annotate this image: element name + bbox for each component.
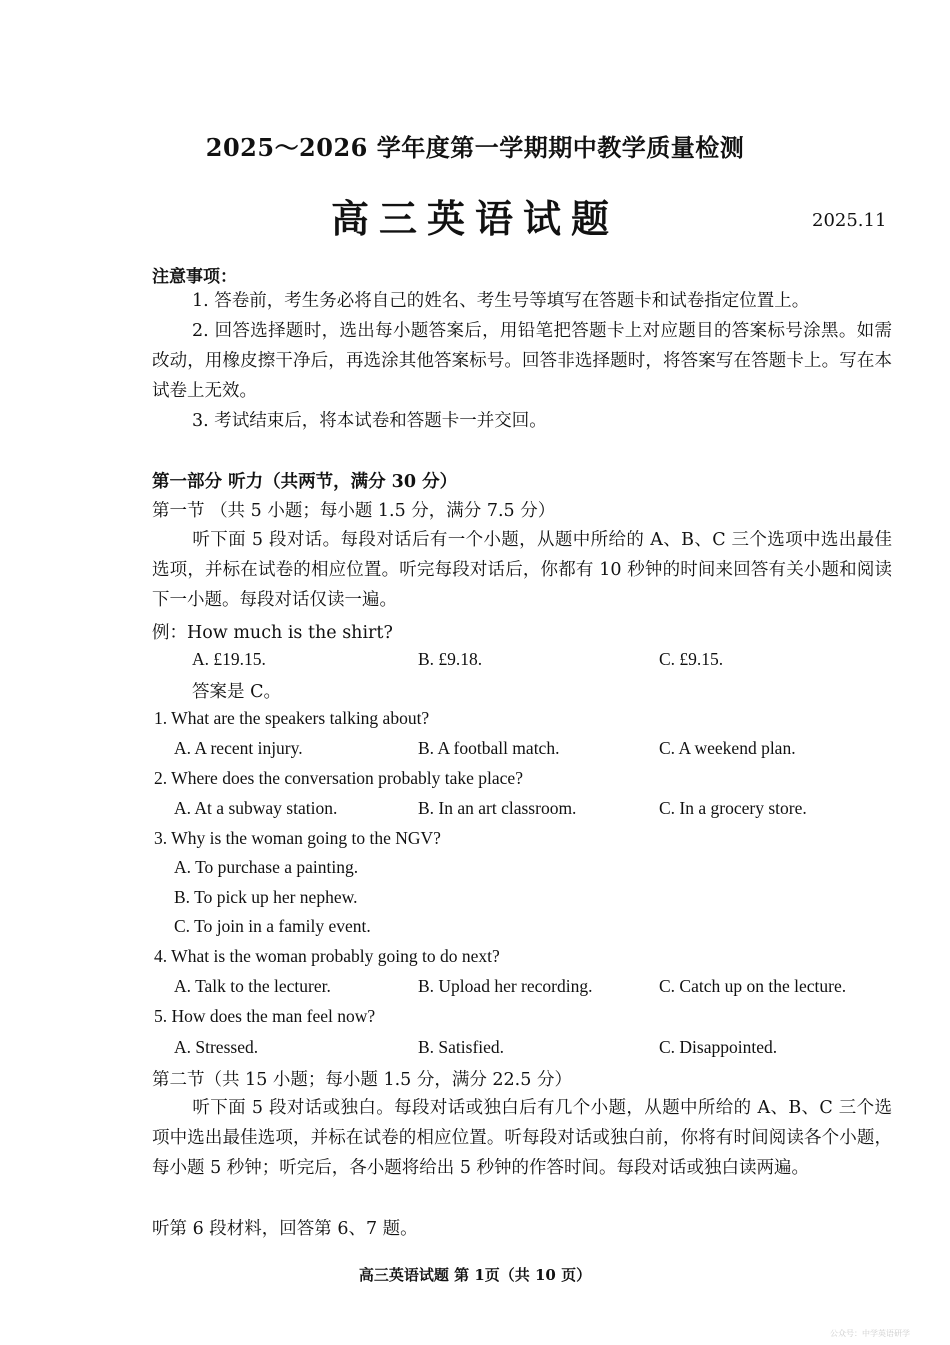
question-1: 1. What are the speakers talking about? (154, 708, 430, 728)
section1-heading: 第一节 （共 5 小题；每小题 1.5 分，满分 7.5 分） (152, 501, 556, 521)
q5-option-b: B. Satisfied. (418, 1037, 505, 1057)
part1-heading: 第一部分 听力（共两节，满分 30 分） (152, 472, 458, 492)
exam-subtitle: 2025～2026 学年度第一学期期中教学质量检测 (205, 133, 745, 162)
section1-instructions: 听下面 5 段对话。每段对话后有一个小题，从题中所给的 A、B、C 三个选项中选出最佳选项，并标在试卷的相应位置。听完每段对话后，你都有 10 秒钟的时间来回答有关小题和阅读下一小题。每段对话仅读一遍。 (152, 530, 892, 610)
notice-item-2: 2. 回答选择题时，选出每小题答案后，用铅笔把答题卡上对应题目的答案标号涂黑。如需改动，用橡皮擦干净后，再选涂其他答案标号。回答非选择题时，将答案写在答题卡上。写在本试卷上无效。 (152, 321, 892, 401)
question-3: 3. Why is the woman going to the NGV? (154, 828, 441, 848)
notice-heading: 注意事项： (152, 267, 237, 287)
q5-option-a: A. Stressed. (174, 1037, 259, 1057)
q2-option-c: C. In a grocery store. (659, 798, 807, 818)
q1-option-c: C. A weekend plan. (659, 738, 796, 758)
watermark: 公众号：中学英语研学 (830, 1329, 910, 1338)
section2-instructions: 听下面 5 段对话或独白。每段对话或独白后有几个小题，从题中所给的 A、B、C 三个选项中选出最佳选项，并标在试卷的相应位置。听每段对话或独白前，你将有时间阅读各个小题，每小题 5 秒钟；听完后，各小题将给出 5 秒钟的作答时间。每段对话或独白读两遍。 (152, 1098, 892, 1178)
section2-heading: 第二节（共 15 小题；每小题 1.5 分，满分 22.5 分） (152, 1070, 572, 1090)
q3-option-a: A. To purchase a painting. (174, 857, 359, 877)
example-option-c: C. £9.15. (659, 649, 724, 669)
notice-item-1: 1. 答卷前，考生务必将自己的姓名、考生号等填写在答题卡和试卷指定位置上。 (192, 291, 810, 311)
q2-option-b: B. In an art classroom. (418, 798, 577, 818)
question-4: 4. What is the woman probably going to do next? (154, 946, 500, 966)
q3-option-c: C. To join in a family event. (174, 916, 371, 936)
q3-option-b: B. To pick up her nephew. (174, 887, 358, 907)
example-question: 例：How much is the shirt? (152, 623, 393, 643)
question-2: 2. Where does the conversation probably take place? (154, 768, 523, 788)
example-option-b: B. £9.18. (418, 649, 483, 669)
example-option-a: A. £19.15. (192, 649, 266, 669)
material-6-instruction: 听第 6 段材料，回答第 6、7 题。 (152, 1219, 418, 1239)
q4-option-b: B. Upload her recording. (418, 976, 593, 996)
exam-title: 高三英语试题 (330, 196, 619, 241)
q5-option-c: C. Disappointed. (659, 1037, 778, 1057)
q1-option-a: A. A recent injury. (174, 738, 303, 758)
example-answer: 答案是 C。 (192, 682, 281, 702)
q2-option-a: A. At a subway station. (174, 798, 338, 818)
q4-option-c: C. Catch up on the lecture. (659, 976, 847, 996)
q4-option-a: A. Talk to the lecturer. (174, 976, 331, 996)
notice-item-3: 3. 考试结束后，将本试卷和答题卡一并交回。 (192, 411, 547, 431)
exam-date: 2025.11 (812, 210, 887, 231)
q1-option-b: B. A football match. (418, 738, 560, 758)
page-footer: 高三英语试题 第 1页（共 10 页） (358, 1266, 592, 1284)
question-5: 5. How does the man feel now? (154, 1006, 376, 1026)
